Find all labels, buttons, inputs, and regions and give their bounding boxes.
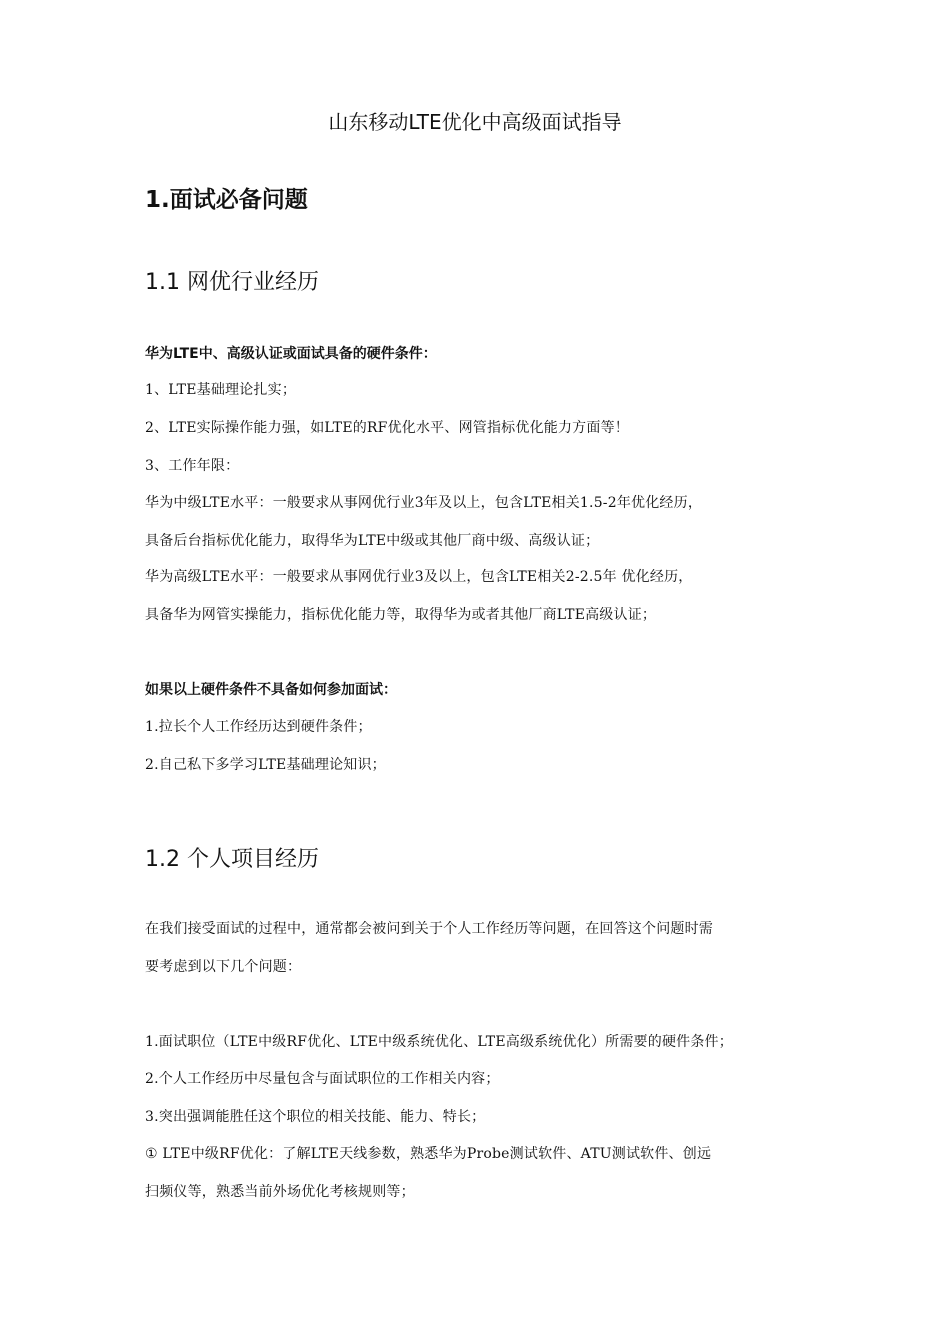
project-item-3: 3.突出强调能胜任这个职位的相关技能、能力、特长； xyxy=(145,1109,486,1125)
section-1-heading: 1.面试必备问题 xyxy=(145,187,308,213)
section-1-2-heading: 1.2 个人项目经历 xyxy=(145,847,319,872)
mid-level-line-1: 华为中级LTE水平：一般要求从事网优行业3年及以上，包含LTE相关1.5-2年优化经历， xyxy=(145,495,703,511)
hardware-item-2: 2、LTE实际操作能力强，如LTE的RF优化水平、网管指标优化能力方面等！ xyxy=(145,420,629,436)
document-title: 山东移动LTE优化中高级面试指导 xyxy=(328,110,622,134)
rf-optimization-line-2: 扫频仪等，熟悉当前外场优化考核规则等； xyxy=(145,1184,415,1200)
missing-item-1: 1.拉长个人工作经历达到硬件条件； xyxy=(145,719,372,735)
intro-line-1: 在我们接受面试的过程中，通常都会被问到关于个人工作经历等问题，在回答这个问题时需 xyxy=(145,921,713,937)
missing-conditions-heading: 如果以上硬件条件不具备如何参加面试： xyxy=(145,682,397,698)
hardware-conditions-heading: 华为LTE中、高级认证或面试具备的硬件条件： xyxy=(145,346,437,362)
rf-optimization-line-1: ① LTE中级RF优化：了解LTE天线参数，熟悉华为Probe测试软件、ATU测试软件、创远 xyxy=(145,1146,712,1162)
senior-level-line-1: 华为高级LTE水平：一般要求从事网优行业3及以上，包含LTE相关2-2.5年 优化经历， xyxy=(145,569,693,585)
section-1-1-heading: 1.1 网优行业经历 xyxy=(145,270,319,295)
project-item-1: 1.面试职位（LTE中级RF优化、LTE中级系统优化、LTE高级系统优化）所需要的硬件条件； xyxy=(145,1034,733,1050)
senior-level-line-2: 具备华为网管实操能力，指标优化能力等，取得华为或者其他厂商LTE高级认证； xyxy=(145,607,657,623)
missing-item-2: 2.自己私下多学习LTE基础理论知识； xyxy=(145,757,386,773)
mid-level-line-2: 具备后台指标优化能力，取得华为LTE中级或其他厂商中级、高级认证； xyxy=(145,533,600,549)
hardware-item-3: 3、工作年限： xyxy=(145,458,240,474)
project-item-2: 2.个人工作经历中尽量包含与面试职位的工作相关内容； xyxy=(145,1071,500,1087)
hardware-item-1: 1、LTE基础理论扎实； xyxy=(145,382,297,398)
intro-line-2: 要考虑到以下几个问题： xyxy=(145,959,302,975)
